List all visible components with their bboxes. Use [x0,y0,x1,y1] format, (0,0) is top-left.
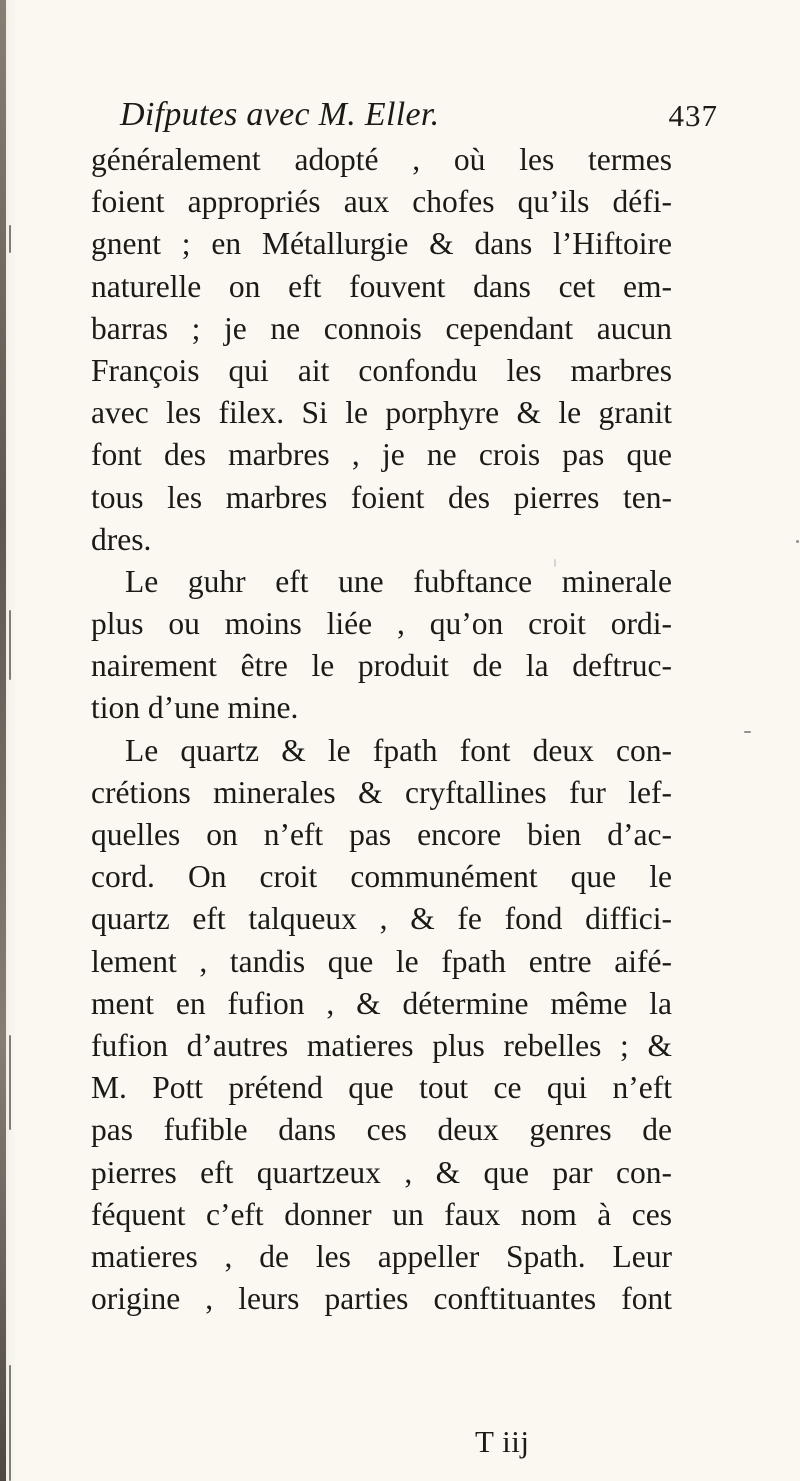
text-line: fufion d’autres matieres plus rebelles ; & [91,1027,672,1063]
text-line: avec les filex. Si le porphyre & le granit [91,395,672,431]
paragraph-start-line: Le quartz & le fpath font deux con- [125,732,672,768]
page-number: 437 [668,98,718,133]
paper-speck [744,731,751,733]
text-line: pierres eft quartzeux , & que par con- [91,1154,672,1190]
gutter-shadow-mark [9,1365,11,1481]
gutter-shadow-mark [9,1035,11,1130]
text-line: M. Pott prétend que tout ce qui n’eft [91,1070,672,1106]
text-line: tous les marbres foient des pierres ten- [91,479,672,515]
page-binding-edge [0,0,6,1481]
text-line: origine , leurs parties conftituantes font [91,1281,672,1317]
text-line: barras ; je ne connois cependant aucun [91,310,672,346]
text-line: crétions minerales & cryftallines fur lef- [91,774,672,810]
text-line: lement , tandis que le fpath entre aifé- [91,943,672,979]
text-line: gnent ; en Métallurgie & dans l’Hiftoire [91,226,672,262]
text-line: tion d’une mine. [91,690,299,726]
text-line: François qui ait confondu les marbres [91,352,672,388]
text-line: cord. On croit communément que le [91,859,672,895]
paper-speck [796,540,799,543]
page-header [90,96,718,142]
text-line: généralement adopté , où les termes [91,142,672,177]
gutter-shadow-mark [9,610,11,680]
text-line: font des marbres , je ne crois pas que [91,437,672,473]
text-line: naturelle on eft fouvent dans cet em- [91,268,672,304]
paper-speck [554,559,556,567]
gutter-shadow-mark [9,225,11,253]
text-line: dres. [91,521,152,557]
text-line: foient appropriés aux chofes qu’ils défi- [91,184,672,220]
text-line: plus ou moins liée , qu’on croit ordi- [91,606,672,642]
text-line: quartz eft talqueux , & fe fond diffici- [91,901,672,937]
text-line: féquent c’eft donner un faux nom à ces [91,1196,672,1232]
text-line: quelles on n’eft pas encore bien d’ac- [91,817,672,852]
text-line: matieres , de les appeller Spath. Leur [91,1238,672,1274]
running-title: Difputes avec M. Eller. [120,96,440,133]
body-text [91,139,672,1320]
text-line: ment en fufion , & détermine même la [91,985,672,1021]
paragraph-start-line: Le guhr eft une fubftance minerale [125,563,672,599]
text-line: pas fufible dans ces deux genres de [91,1112,672,1148]
text-line: nairement être le produit de la deftruc- [91,648,672,684]
signature-mark: T iij [475,1424,530,1459]
